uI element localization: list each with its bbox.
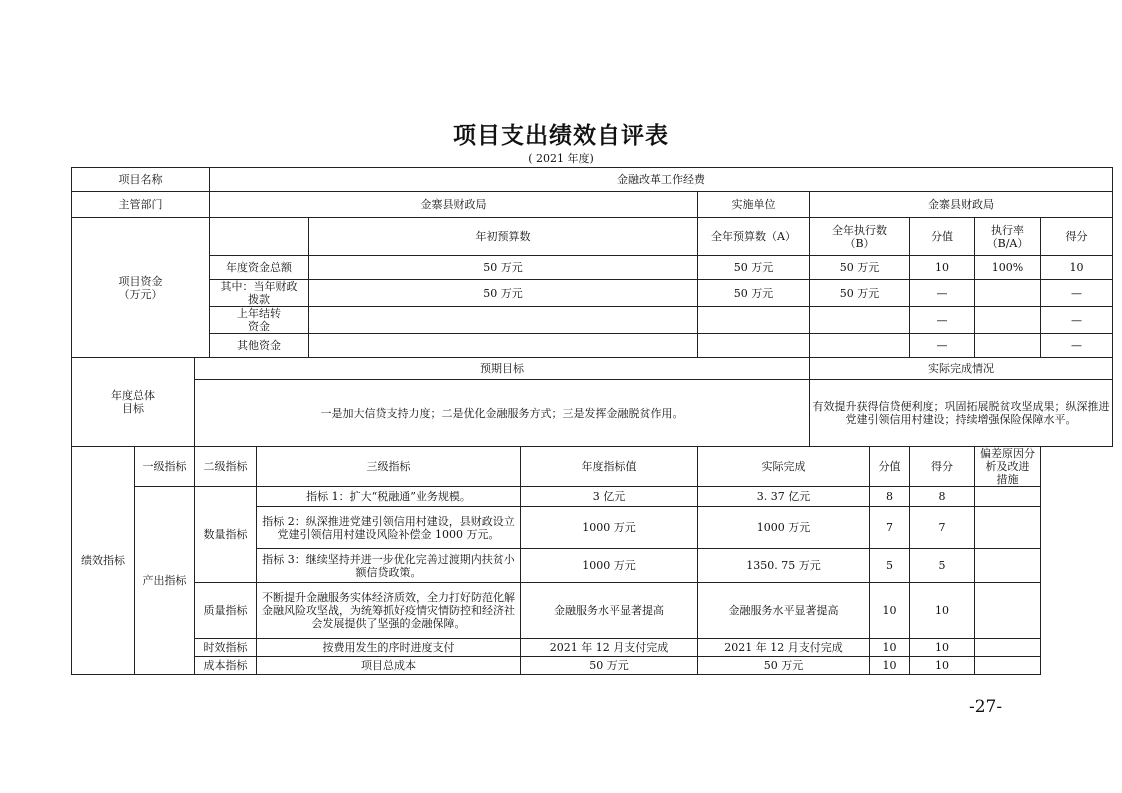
indicator-target: 3 亿元: [521, 487, 698, 507]
indicator-target: 2021 年 12 月支付完成: [521, 639, 698, 657]
indicator-row: [72, 487, 1113, 507]
fiscal-year: ( 2021 年度): [528, 152, 594, 165]
funds-row-label: 年度资金总额: [210, 256, 309, 280]
indicator-weight: 8: [870, 487, 910, 507]
funds-row: [72, 256, 1113, 280]
indicator-deviation: [975, 487, 1041, 507]
indicator-weight: 10: [870, 639, 910, 657]
indicator-name: 指标 1：扩大“税融通”业务规模。: [257, 487, 521, 507]
level2-quality: 质量指标: [195, 583, 257, 639]
funds-row-weight: —: [910, 307, 975, 334]
funds-row: [72, 307, 1113, 334]
initial-budget-header: 年初预算数: [309, 218, 698, 256]
funds-row-score: —: [1041, 334, 1113, 358]
indicator-name: 不断提升金融服务实体经济质效，全力打好防范化解金融风险攻坚战，为统筹抓好疫情灾情防控和经济社会发展提供了坚强的金融保障。: [257, 583, 521, 639]
indicator-score: 8: [910, 487, 975, 507]
funds-row-initial: 50 万元: [309, 256, 698, 280]
indicator-name: 指标 3：继续坚持并进一步优化完善过渡期内扶贫小额信贷政策。: [257, 549, 521, 583]
implementer-label: 实施单位: [698, 192, 810, 218]
indicator-name: 项目总成本: [257, 657, 521, 675]
funds-header-blank: [210, 218, 309, 256]
page-title: 项目支出绩效自评表: [453, 123, 669, 149]
executed-header: 全年执行数 （B）: [810, 218, 910, 256]
funds-row-initial: 50 万元: [309, 280, 698, 307]
performance-table: [71, 167, 1113, 675]
funds-label: 项目资金 （万元）: [72, 218, 210, 358]
target-header: 年度指标值: [521, 447, 698, 487]
indicator-actual: 1000 万元: [698, 507, 870, 549]
indicator-score: 10: [910, 657, 975, 675]
funds-row-executed: [810, 334, 910, 358]
indicator-deviation: [975, 549, 1041, 583]
indicator-target: 50 万元: [521, 657, 698, 675]
exec-rate-header: 执行率 （B/A）: [975, 218, 1041, 256]
actual-completion-text: 有效提升获得信贷便利度；巩固拓展脱贫攻坚成果；纵深推进党建引领信用村建设；持续增强保险保障水平。: [810, 380, 1113, 447]
project-name-value: 金融改革工作经费: [210, 168, 1113, 192]
ind-weight-header: 分值: [870, 447, 910, 487]
funds-row-rate: [975, 334, 1041, 358]
level2-cost: 成本指标: [195, 657, 257, 675]
indicator-name: 指标 2：纵深推进党建引领信用村建设，县财政设立党建引领信用村建设风险补偿金 1000 万元。: [257, 507, 521, 549]
funds-row-rate: [975, 280, 1041, 307]
indicator-score: 5: [910, 549, 975, 583]
indicators-label: 绩效指标: [72, 447, 135, 675]
indicator-row: [72, 583, 1113, 639]
funds-row-full: 50 万元: [698, 280, 810, 307]
indicator-actual: 金融服务水平显著提高: [698, 583, 870, 639]
funds-row-executed: [810, 307, 910, 334]
expected-goal-text: 一是加大信贷支持力度；二是优化金融服务方式；三是发挥金融脱贫作用。: [195, 380, 810, 447]
level2-header: 二级指标: [195, 447, 257, 487]
project-name-label: 项目名称: [72, 168, 210, 192]
level2-timeliness: 时效指标: [195, 639, 257, 657]
level1-output: 产出指标: [135, 487, 195, 675]
indicator-row: [72, 657, 1113, 675]
indicator-actual: 2021 年 12 月支付完成: [698, 639, 870, 657]
score-header: 得分: [1041, 218, 1113, 256]
full-budget-header: 全年预算数（A）: [698, 218, 810, 256]
funds-row-score: —: [1041, 307, 1113, 334]
funds-row-initial: [309, 307, 698, 334]
page-number: -27-: [969, 697, 1003, 717]
funds-row-executed: 50 万元: [810, 280, 910, 307]
supervisor-label: 主管部门: [72, 192, 210, 218]
funds-row-full: [698, 334, 810, 358]
weight-header: 分值: [910, 218, 975, 256]
funds-row-weight: —: [910, 280, 975, 307]
funds-row-weight: —: [910, 334, 975, 358]
indicator-deviation: [975, 639, 1041, 657]
indicator-weight: 10: [870, 583, 910, 639]
level2-quantity: 数量指标: [195, 487, 257, 583]
funds-row-full: [698, 307, 810, 334]
indicator-actual: 1350. 75 万元: [698, 549, 870, 583]
ind-score-header: 得分: [910, 447, 975, 487]
actual-header: 实际完成: [698, 447, 870, 487]
indicator-row: [72, 639, 1113, 657]
indicator-actual: 50 万元: [698, 657, 870, 675]
expected-goal-header: 预期目标: [195, 358, 810, 380]
indicator-weight: 10: [870, 657, 910, 675]
funds-row-score: 10: [1041, 256, 1113, 280]
funds-row-label: 上年结转 资金: [210, 307, 309, 334]
goals-label: 年度总体 目标: [72, 358, 195, 447]
implementer-value: 金寨县财政局: [810, 192, 1113, 218]
indicator-target: 1000 万元: [521, 507, 698, 549]
funds-row: [72, 280, 1113, 307]
indicator-weight: 7: [870, 507, 910, 549]
funds-row-rate: 100%: [975, 256, 1041, 280]
funds-row-weight: 10: [910, 256, 975, 280]
funds-row-rate: [975, 307, 1041, 334]
indicator-deviation: [975, 507, 1041, 549]
supervisor-value: 金寨县财政局: [210, 192, 698, 218]
level1-header: 一级指标: [135, 447, 195, 487]
deviation-header: 偏差原因分析及改进 措施: [975, 447, 1041, 487]
indicator-target: 1000 万元: [521, 549, 698, 583]
indicator-deviation: [975, 657, 1041, 675]
funds-row-initial: [309, 334, 698, 358]
funds-row-full: 50 万元: [698, 256, 810, 280]
actual-completion-header: 实际完成情况: [810, 358, 1113, 380]
funds-row-label: 其中：当年财政 拨款: [210, 280, 309, 307]
indicator-score: 7: [910, 507, 975, 549]
indicator-target: 金融服务水平显著提高: [521, 583, 698, 639]
funds-row-executed: 50 万元: [810, 256, 910, 280]
indicator-score: 10: [910, 583, 975, 639]
indicator-deviation: [975, 583, 1041, 639]
funds-row-label: 其他资金: [210, 334, 309, 358]
indicator-weight: 5: [870, 549, 910, 583]
indicator-name: 按费用发生的序时进度支付: [257, 639, 521, 657]
funds-row: [72, 334, 1113, 358]
funds-row-score: —: [1041, 280, 1113, 307]
level3-header: 三级指标: [257, 447, 521, 487]
indicator-score: 10: [910, 639, 975, 657]
indicator-actual: 3. 37 亿元: [698, 487, 870, 507]
